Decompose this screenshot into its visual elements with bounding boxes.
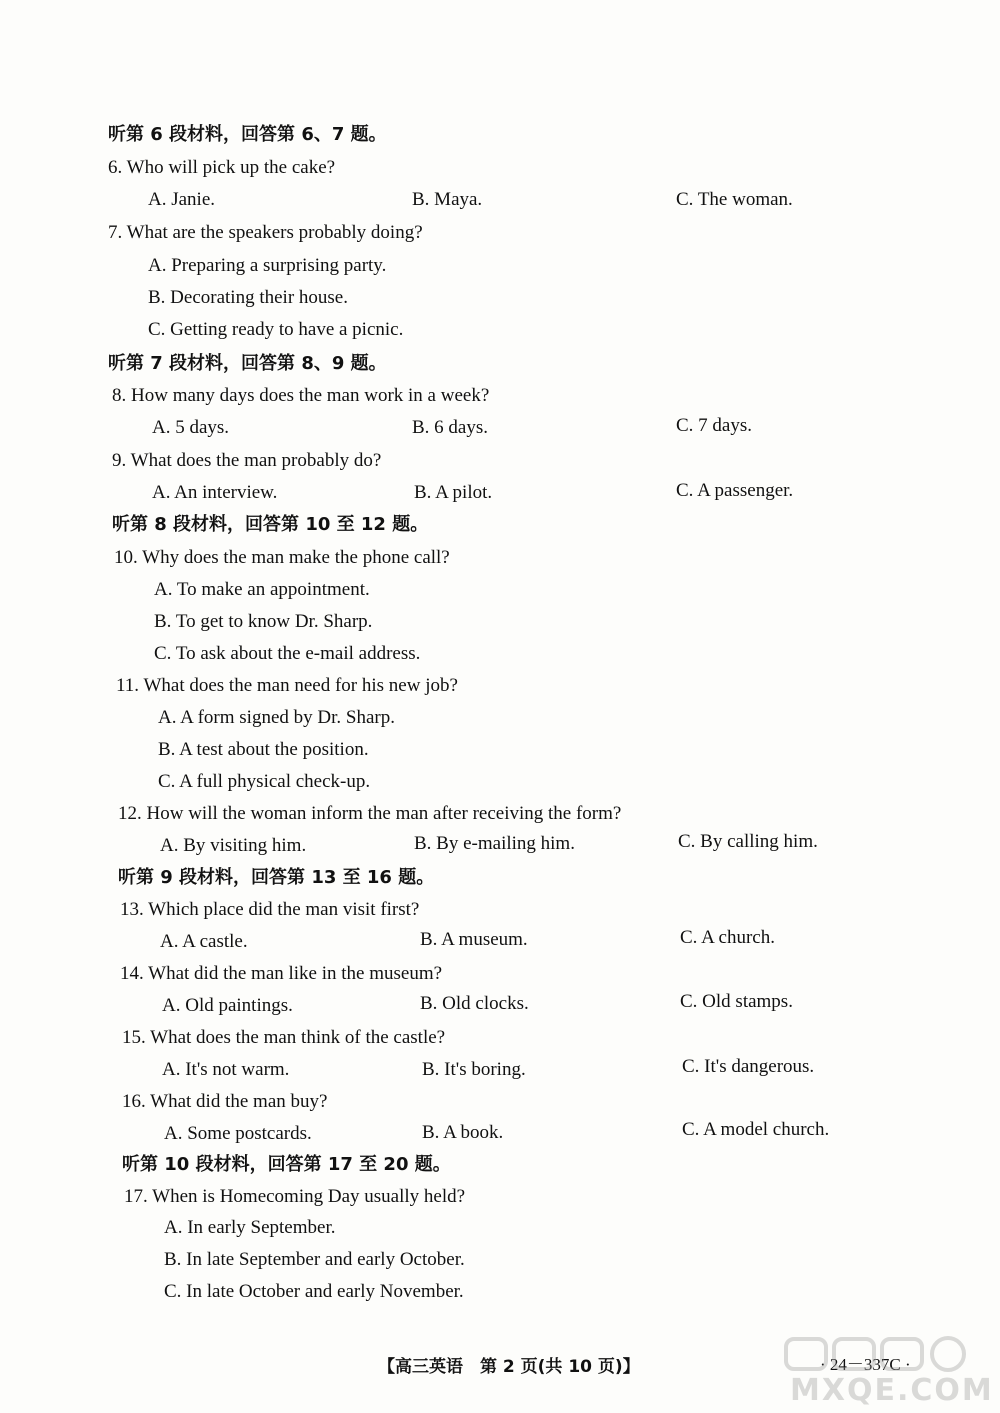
question-12-option-a: A. By visiting him. [160, 835, 307, 856]
section-header-8: 听第 8 段材料，回答第 10 至 12 题。 [112, 514, 429, 535]
exam-code: · 24－337C · [820, 1355, 911, 1374]
question-11-stem: 11. What does the man need for his new job? [116, 675, 458, 696]
question-8-option-c: C. 7 days. [676, 415, 752, 436]
question-10-stem: 10. Why does the man make the phone call? [114, 547, 450, 568]
question-16-stem: 16. What did the man buy? [122, 1091, 328, 1112]
watermark-logo-icon [784, 1335, 974, 1373]
question-12-stem: 12. How will the woman inform the man after receiving the form? [118, 803, 622, 824]
question-13-option-a: A. A castle. [160, 931, 248, 952]
question-17-option-c: C. In late October and early November. [164, 1281, 464, 1302]
section-header-10: 听第 10 段材料，回答第 17 至 20 题。 [122, 1154, 451, 1175]
question-15-option-b: B. It's boring. [422, 1059, 526, 1080]
section-header-7: 听第 7 段材料，回答第 8、9 题。 [108, 353, 387, 374]
question-13-option-c: C. A church. [680, 927, 775, 948]
question-9-option-c: C. A passenger. [676, 480, 794, 501]
question-12-option-c: C. By calling him. [678, 831, 818, 852]
question-17-option-b: B. In late September and early October. [164, 1249, 465, 1270]
question-15-option-c: C. It's dangerous. [682, 1056, 815, 1077]
watermark [772, 1335, 994, 1408]
question-7-option-c: C. Getting ready to have a picnic. [148, 319, 404, 340]
question-11-option-b: B. A test about the position. [158, 739, 369, 760]
question-8-option-a: A. 5 days. [152, 417, 230, 438]
question-9-option-a: A. An interview. [152, 482, 278, 503]
watermark-url: MXQE.COM [790, 1373, 994, 1408]
question-15-option-a: A. It's not warm. [162, 1059, 290, 1080]
question-7-option-b: B. Decorating their house. [148, 287, 348, 308]
question-17-stem: 17. When is Homecoming Day usually held? [124, 1186, 466, 1207]
question-12-option-b: B. By e-mailing him. [414, 833, 575, 854]
question-11-option-c: C. A full physical check-up. [158, 771, 371, 792]
question-7-option-a: A. Preparing a surprising party. [148, 255, 387, 276]
question-11-option-a: A. A form signed by Dr. Sharp. [158, 707, 395, 728]
question-15-stem: 15. What does the man think of the castle? [122, 1027, 446, 1048]
question-17-option-a: A. In early September. [164, 1217, 336, 1238]
question-6-stem: 6. Who will pick up the cake? [108, 157, 336, 178]
question-16-option-a: A. Some postcards. [164, 1123, 312, 1144]
question-16-option-c: C. A model church. [682, 1119, 830, 1140]
question-6-option-b: B. Maya. [412, 189, 483, 210]
question-13-option-b: B. A museum. [420, 929, 528, 950]
question-14-stem: 14. What did the man like in the museum? [120, 963, 443, 984]
section-header-6: 听第 6 段材料，回答第 6、7 题。 [108, 124, 387, 145]
question-10-option-b: B. To get to know Dr. Sharp. [154, 611, 373, 632]
question-14-option-b: B. Old clocks. [420, 993, 529, 1014]
question-14-option-c: C. Old stamps. [680, 991, 793, 1012]
question-16-option-b: B. A book. [422, 1122, 504, 1143]
question-9-option-b: B. A pilot. [414, 482, 493, 503]
question-7-stem: 7. What are the speakers probably doing? [108, 222, 423, 243]
question-8-stem: 8. How many days does the man work in a week? [112, 385, 490, 406]
question-8-option-b: B. 6 days. [412, 417, 488, 438]
question-10-option-a: A. To make an appointment. [154, 579, 370, 600]
question-14-option-a: A. Old paintings. [162, 995, 293, 1016]
page-footer-title: 【高三英语 第 2 页(共 10 页)】 [378, 1357, 640, 1377]
question-9-stem: 9. What does the man probably do? [112, 450, 382, 471]
question-6-option-c: C. The woman. [676, 189, 793, 210]
question-10-option-c: C. To ask about the e-mail address. [154, 643, 421, 664]
question-6-option-a: A. Janie. [148, 189, 216, 210]
section-header-9: 听第 9 段材料，回答第 13 至 16 题。 [118, 867, 435, 888]
question-13-stem: 13. Which place did the man visit first? [120, 899, 420, 920]
